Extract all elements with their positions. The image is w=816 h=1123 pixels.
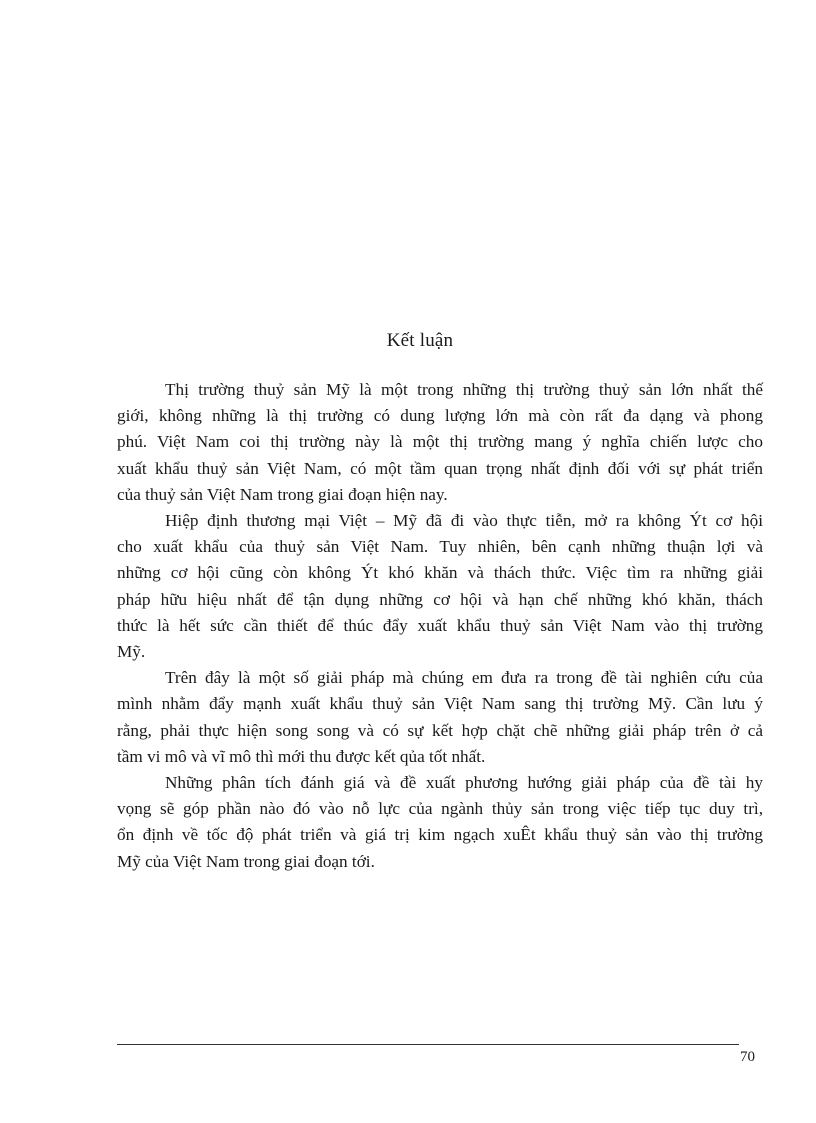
- paragraph-line: những cơ hội cũng còn không Ýt khó khăn và thách thức. Việc tìm ra những giải: [117, 563, 763, 583]
- paragraph-line: pháp hữu hiệu nhất để tận dụng những cơ hội và hạn chế những khó khăn, thách: [117, 589, 763, 609]
- paragraph-line: vọng sẽ góp phần nào đó vào nỗ lực của ngành thủy sản trong việc tiếp tục duy trì,: [117, 799, 763, 819]
- document-body: [117, 377, 763, 875]
- paragraph-line: của thuỷ sản Việt Nam trong giai đoạn hiện nay.: [117, 484, 448, 504]
- paragraph-line: tầm vi mô và vĩ mô thì mới thu được kết qủa tốt nhất.: [117, 746, 486, 766]
- paragraph-line: rằng, phải thực hiện song song và có sự kết hợp chặt chẽ những giải pháp trên ở cả: [117, 720, 763, 740]
- paragraph-line: Thị trường thuỷ sản Mỹ là một trong những thị trường thuỷ sản lớn nhất thế: [165, 380, 763, 399]
- paragraph-line: xuất khẩu thuỷ sản Việt Nam, có một tầm quan trọng nhất định đối với sự phát triển: [117, 458, 763, 478]
- paragraph-4: [117, 770, 763, 875]
- paragraph-3: [117, 665, 763, 770]
- paragraph-line: Những phân tích đánh giá và đề xuất phương hướng giải pháp của đề tài hy: [165, 773, 763, 793]
- paragraph-2: [117, 508, 763, 665]
- paragraph-line: Mỹ.: [117, 642, 146, 662]
- page-number: 70: [740, 1049, 755, 1065]
- paragraph-line: Trên đây là một số giải pháp mà chúng em đưa ra trong đề tài nghiên cứu của: [165, 668, 763, 688]
- paragraph-line: cho xuất khẩu của thuỷ sản Việt Nam. Tuy nhiên, bên cạnh những thuận lợi và: [117, 537, 763, 557]
- footer-divider: [117, 1044, 739, 1045]
- paragraph-line: mình nhằm đẩy mạnh xuất khẩu thuỷ sản Việt Nam sang thị trường Mỹ. Cần lưu ý: [117, 694, 763, 714]
- paragraph-line: Mỹ của Việt Nam trong giai đoạn tới.: [117, 851, 375, 871]
- paragraph-line: Hiệp định thương mại Việt – Mỹ đã đi vào thực tiễn, mở ra không Ýt cơ hội: [165, 511, 763, 531]
- paragraph-line: giới, không những là thị trường có dung lượng lớn mà còn rất đa dạng và phong: [117, 406, 763, 426]
- paragraph-line: phú. Việt Nam coi thị trường này là một thị trường mang ý nghĩa chiến lược cho: [117, 432, 763, 452]
- paragraph-line: thức là hết sức cần thiết để thúc đẩy xuất khẩu thuỷ sản Việt Nam vào thị trường: [117, 615, 763, 635]
- page-title: Kết luận: [386, 330, 454, 351]
- paragraph-line: ổn định về tốc độ phát triển và giá trị kim ngạch xuÊt khẩu thuỷ sản vào thị trường: [117, 825, 763, 845]
- paragraph-1: [117, 377, 763, 508]
